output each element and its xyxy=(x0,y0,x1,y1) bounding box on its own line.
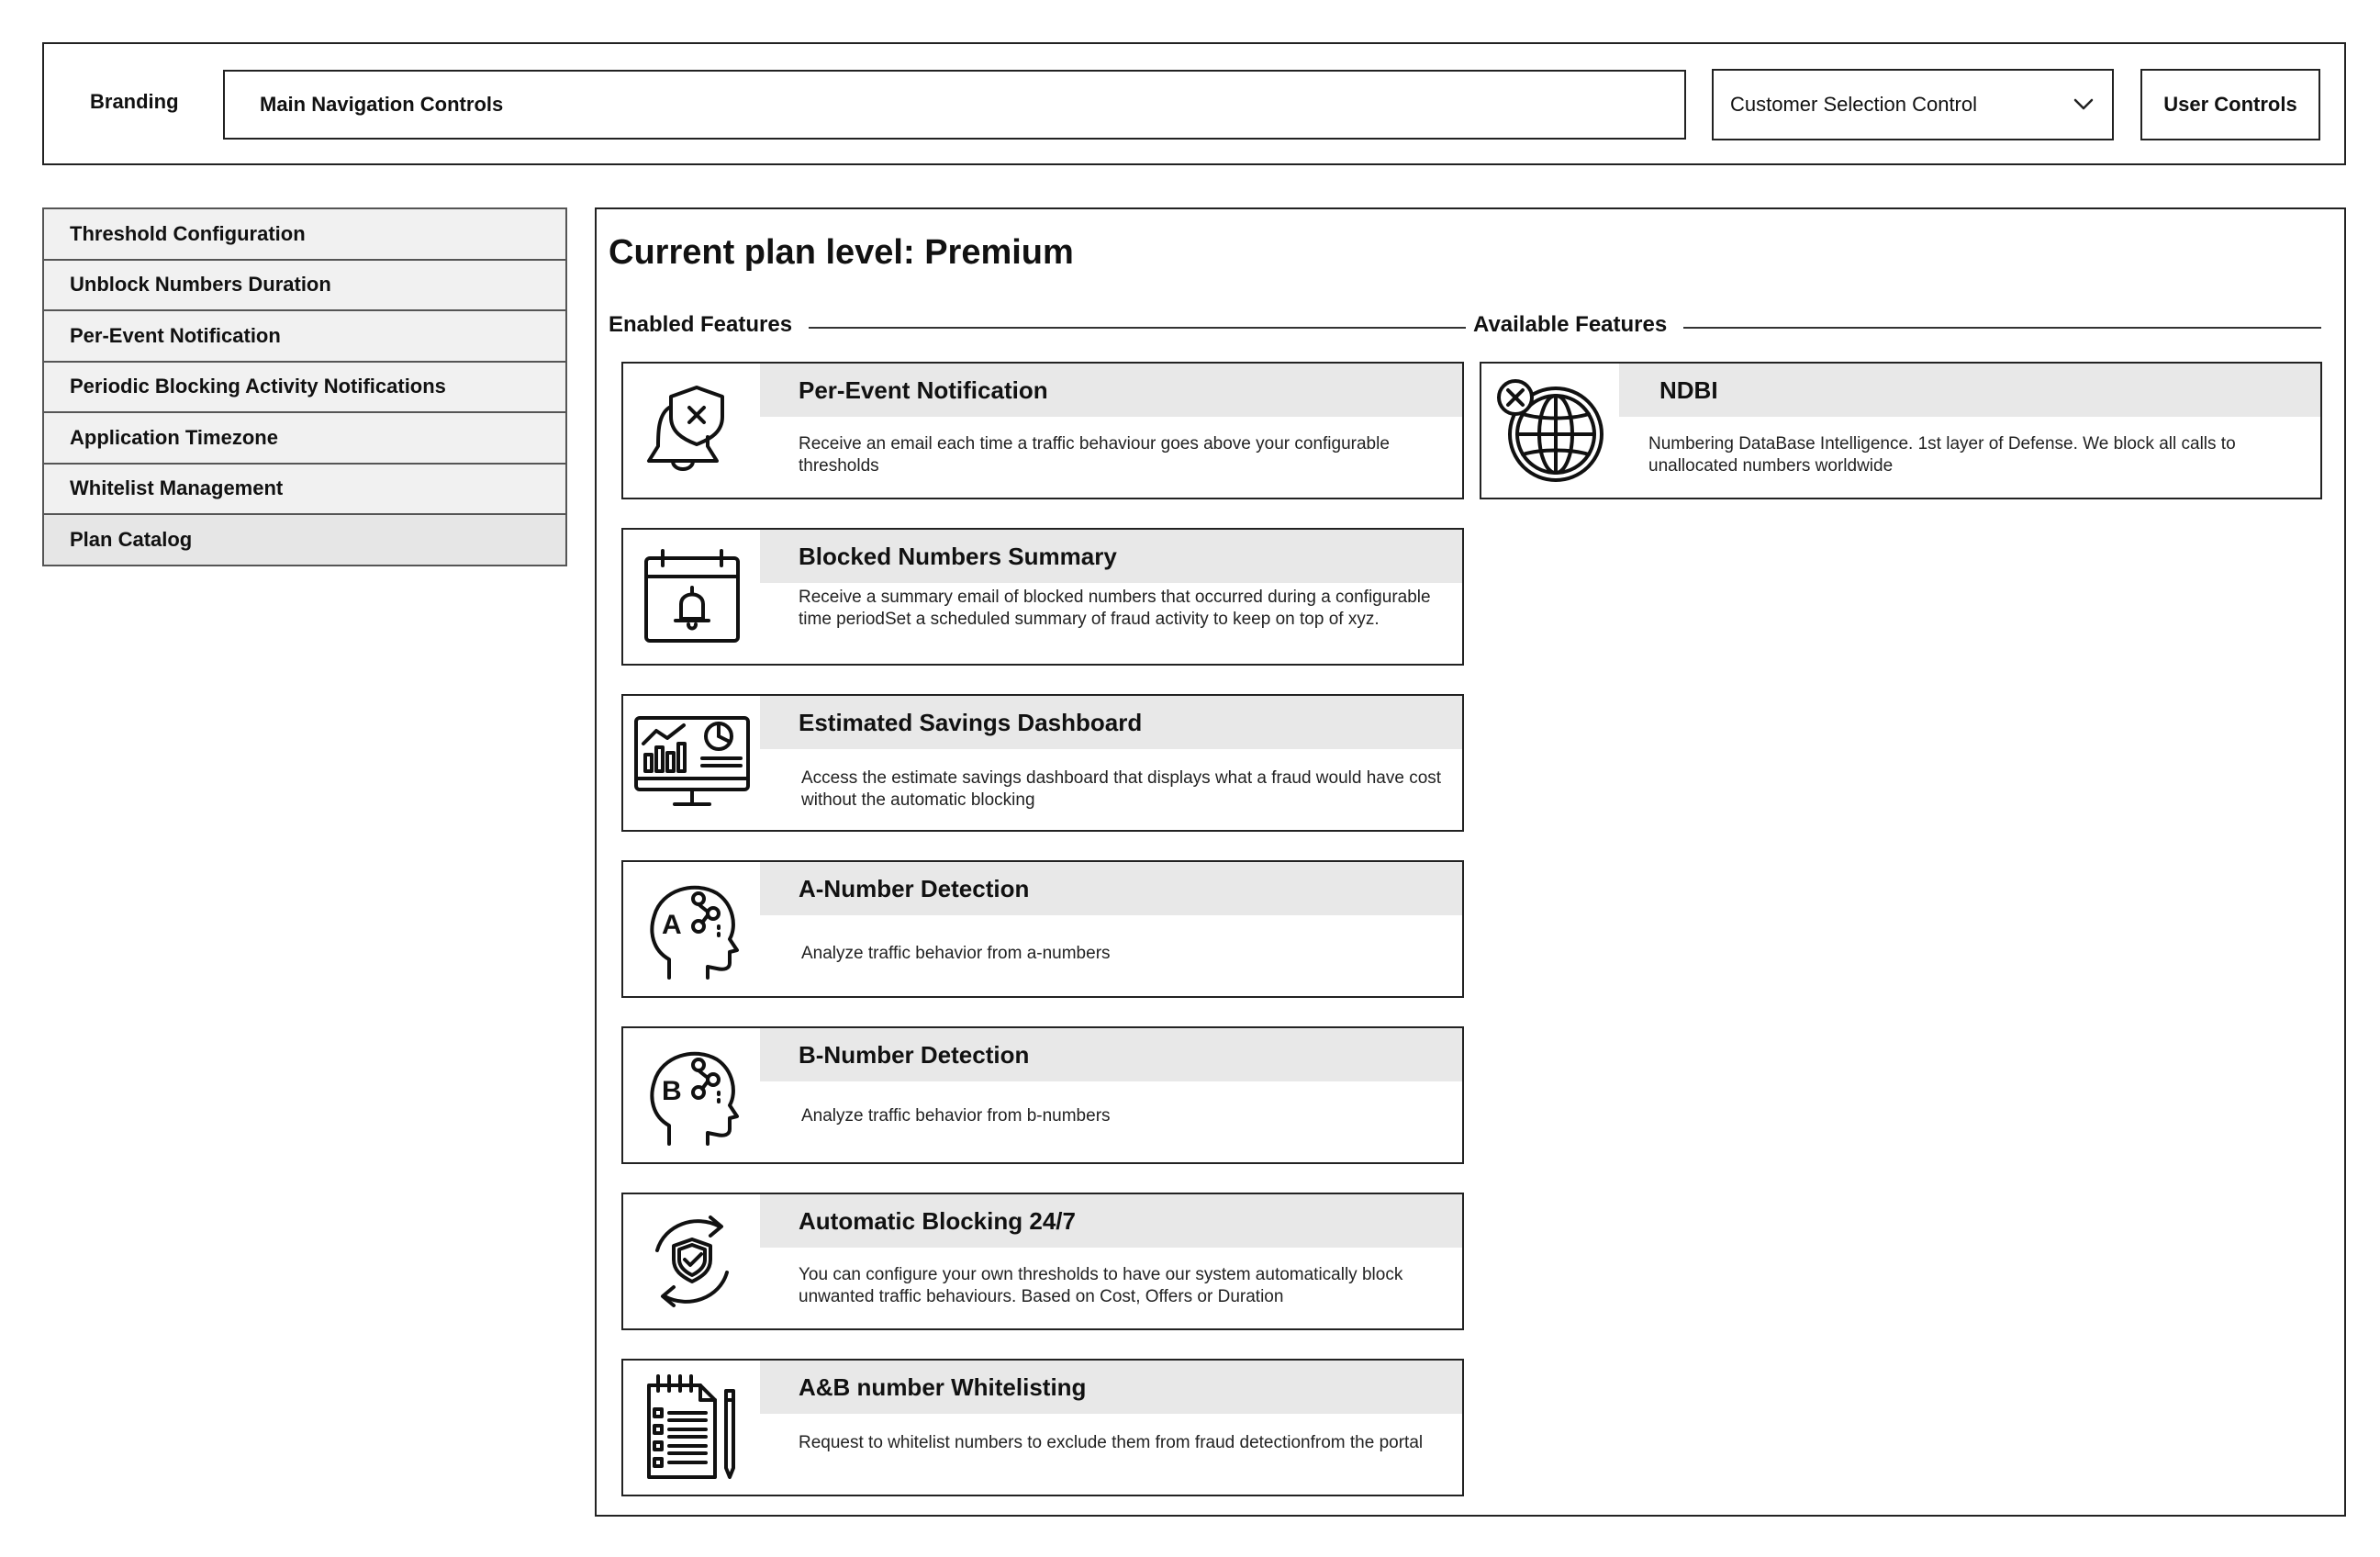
dashboard-monitor-icon xyxy=(631,703,754,823)
main-navigation-controls[interactable]: Main Navigation Controls xyxy=(223,70,1686,140)
top-header xyxy=(42,42,2346,165)
feature-description: Receive an email each time a traffic behaviour goes above your configurable thresholds xyxy=(799,434,1390,476)
feature-title: Estimated Savings Dashboard xyxy=(760,696,1462,749)
enabled-features-label: Enabled Features xyxy=(609,312,793,337)
feature-title: Blocked Numbers Summary xyxy=(760,530,1462,583)
svg-text:B: B xyxy=(662,1076,682,1106)
feature-title: Per-Event Notification xyxy=(760,364,1462,417)
feature-description: Access the estimate savings dashboard that displays what a fraud would have cost without the automatic blocking xyxy=(801,768,1442,810)
user-controls-button[interactable]: User Controls xyxy=(2140,69,2320,140)
sidebar-item-whitelist-management[interactable]: Whitelist Management xyxy=(42,463,567,516)
svg-text:A: A xyxy=(662,910,682,940)
head-a-icon xyxy=(631,869,754,989)
shield-refresh-icon xyxy=(631,1202,754,1321)
feature-description: You can configure your own thresholds to have our system automatically block unwanted traffic behaviours. Based on Cost, Offers or Duration xyxy=(799,1265,1403,1306)
enabled-features-heading xyxy=(609,312,1466,338)
feature-description: Request to whitelist numbers to exclude them from fraud detectionfrom the portal xyxy=(799,1433,1424,1452)
feature-card-blocked-numbers-summary xyxy=(621,528,1464,666)
plan-catalog-panel xyxy=(595,207,2346,1517)
feature-title: B-Number Detection xyxy=(760,1028,1462,1081)
sidebar xyxy=(42,207,567,566)
feature-card-a-number-detection xyxy=(621,860,1464,998)
customer-selection-dropdown[interactable] xyxy=(1712,69,2114,140)
feature-description: Analyze traffic behavior from a-numbers xyxy=(801,944,1111,963)
checklist-pencil-icon xyxy=(631,1368,754,1487)
feature-title: A&B number Whitelisting xyxy=(760,1361,1462,1414)
sidebar-item-unblock-numbers-duration[interactable]: Unblock Numbers Duration xyxy=(42,259,567,312)
feature-card-b-number-detection xyxy=(621,1026,1464,1164)
feature-title: Automatic Blocking 24/7 xyxy=(760,1194,1462,1248)
divider xyxy=(809,327,1466,329)
feature-card-per-event-notification xyxy=(621,362,1464,499)
sidebar-item-per-event-notification[interactable]: Per-Event Notification xyxy=(42,309,567,363)
feature-description: Numbering DataBase Intelligence. 1st layer of Defense. We block all calls to unallocated numbers worldwide xyxy=(1648,434,2236,476)
feature-card-automatic-blocking xyxy=(621,1193,1464,1330)
available-features-heading xyxy=(1473,312,2321,338)
feature-card-estimated-savings-dashboard xyxy=(621,694,1464,832)
feature-card-ab-whitelisting xyxy=(621,1359,1464,1496)
calendar-bell-icon xyxy=(631,537,754,656)
feature-title: A-Number Detection xyxy=(760,862,1462,915)
feature-description: Analyze traffic behavior from b-numbers xyxy=(801,1106,1111,1126)
bell-shield-icon xyxy=(631,371,754,490)
sidebar-item-application-timezone[interactable]: Application Timezone xyxy=(42,411,567,465)
sidebar-item-threshold-configuration[interactable]: Threshold Configuration xyxy=(42,207,567,261)
sidebar-item-periodic-blocking-notifications[interactable]: Periodic Blocking Activity Notifications xyxy=(42,361,567,414)
branding: Branding xyxy=(90,90,179,113)
chevron-down-icon xyxy=(2073,98,2094,111)
feature-title: NDBI xyxy=(1619,364,2320,417)
globe-x-icon xyxy=(1489,371,1612,490)
feature-description: Receive a summary email of blocked numbers that occurred during a configurable time periodSet a scheduled summary of fraud activity to keep on top of xyz. xyxy=(799,588,1431,629)
sidebar-item-plan-catalog[interactable]: Plan Catalog xyxy=(42,513,567,566)
available-features-label: Available Features xyxy=(1473,312,1668,337)
head-b-icon xyxy=(631,1036,754,1155)
page-title: Current plan level: Premium xyxy=(609,233,1074,272)
divider xyxy=(1683,327,2321,329)
customer-selection-label: Customer Selection Control xyxy=(1730,93,1978,116)
feature-card-ndbi xyxy=(1480,362,2322,499)
